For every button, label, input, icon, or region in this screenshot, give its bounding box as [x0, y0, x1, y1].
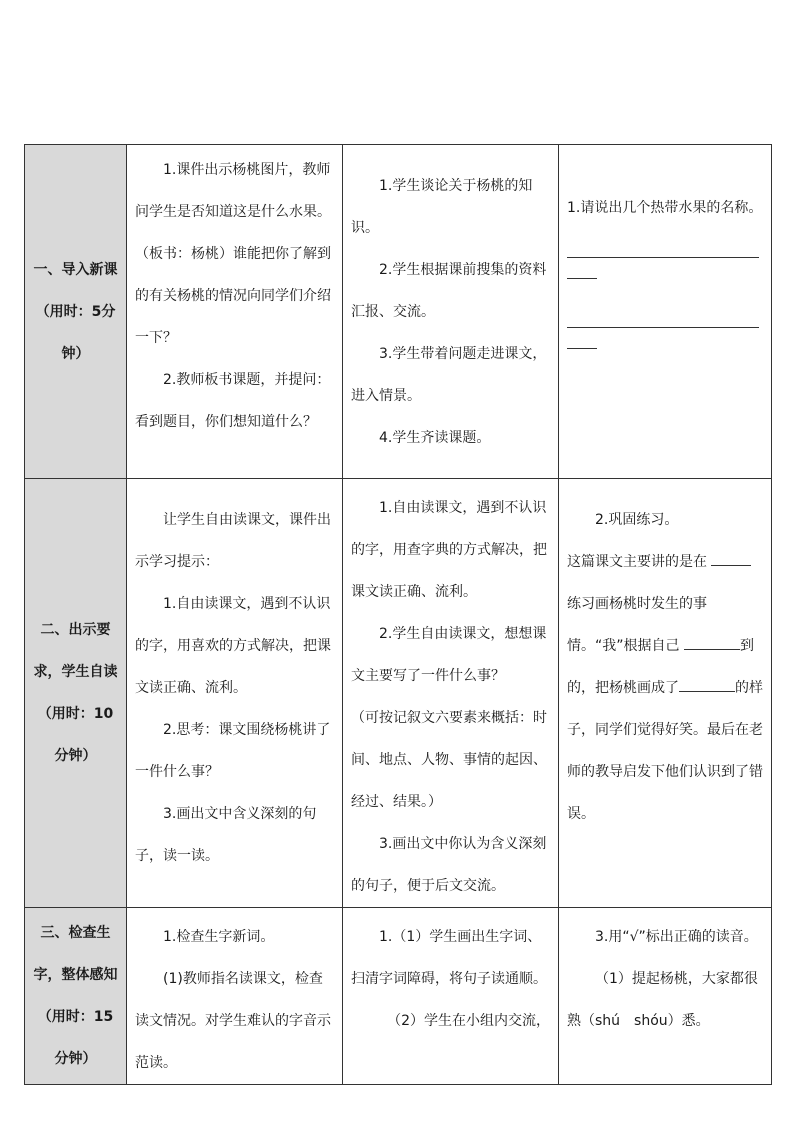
student-step: （2）学生在小组内交流， — [387, 1013, 550, 1029]
fill-in-exercise — [567, 541, 763, 835]
exercise-question: 3.用“√”标出正确的读音。 — [595, 929, 758, 945]
student-step: 1.自由读课文，遇到不认识的字，用查字典的方式解决，把课文读正确、流利。 — [351, 500, 547, 600]
table-row — [25, 479, 772, 908]
fill-blank[interactable] — [679, 675, 735, 692]
student-activity-cell — [343, 479, 559, 908]
stage-label: 一、导入新课（用时：5分钟） — [33, 261, 118, 362]
teacher-step: (1)教师指名读课文，检查读文情况。对学生难认的字音示范读。 — [135, 971, 331, 1071]
exercise-cell — [559, 908, 772, 1085]
teacher-step: 2.教师板书课题，并提问：看到题目，你们想知道什么？ — [135, 372, 331, 430]
student-activity-cell — [343, 908, 559, 1085]
teacher-step: 让学生自由读课文，课件出示学习提示： — [135, 512, 331, 570]
exercise-text: 练习画杨桃时发生的事情。“我”根据自己 — [567, 596, 707, 654]
teacher-step: 1.检查生字新词。 — [163, 929, 275, 945]
answer-line[interactable] — [567, 229, 759, 258]
student-step: 1.学生谈论关于杨桃的知识。 — [351, 178, 533, 236]
answer-line-end — [567, 328, 597, 349]
exercise-text: 这篇课文主要讲的是在 — [567, 554, 707, 570]
student-note: （可按记叙文六要素来概括：时间、地点、人物、事情的起因、经过、结果。） — [351, 710, 547, 810]
student-activity-cell — [343, 145, 559, 479]
teacher-step: 3.画出文中含义深刻的句子，读一读。 — [135, 806, 317, 864]
fill-blank[interactable] — [684, 633, 740, 650]
teacher-activity-cell — [127, 479, 343, 908]
answer-line[interactable] — [567, 299, 759, 328]
student-step: 2.学生自由读课文，想想课文主要写了一件什么事？ — [351, 626, 547, 684]
stage-cell — [25, 479, 127, 908]
exercise-text: 到的，把杨桃画成了 — [567, 638, 754, 696]
table-row — [25, 145, 772, 479]
student-step: 3.画出文中你认为含义深刻的句子，便于后文交流。 — [351, 836, 547, 894]
stage-label: 三、检查生字，整体感知（用时：15分钟） — [33, 925, 118, 1067]
table-row — [25, 908, 772, 1085]
student-step: 3.学生带着问题走进课文，进入情景。 — [351, 346, 547, 404]
student-step: 2.学生根据课前搜集的资料汇报、交流。 — [351, 262, 547, 320]
teacher-step: 1.课件出示杨桃图片，教师问学生是否知道这是什么水果。（板书：杨桃）谁能把你了解到的有关杨桃的情况向同学们介绍一下？ — [135, 162, 331, 346]
student-step: 1.（1）学生画出生字词、扫清字词障碍，将句子读通顺。 — [351, 929, 547, 987]
teacher-step: 2.思考：课文围绕杨桃讲了一件什么事？ — [135, 722, 331, 780]
exercise-item: （1）提起杨桃，大家都很熟（shú shóu）悉。 — [567, 971, 758, 1029]
exercise-title: 2.巩固练习。 — [595, 512, 679, 528]
teacher-activity-cell — [127, 145, 343, 479]
exercise-question: 1.请说出几个热带水果的名称。 — [567, 200, 763, 216]
fill-blank[interactable] — [711, 549, 751, 566]
teacher-activity-cell — [127, 908, 343, 1085]
answer-line-end — [567, 258, 597, 279]
exercise-cell — [559, 145, 772, 479]
lesson-plan-table — [24, 144, 772, 1085]
teacher-step: 1.自由读课文，遇到不认识的字，用喜欢的方式解决，把课文读正确、流利。 — [135, 596, 331, 696]
exercise-cell — [559, 479, 772, 908]
stage-cell — [25, 908, 127, 1085]
exercise-text: 的样子，同学们觉得好笑。最后在老师的教导启发下他们认识到了错误。 — [567, 680, 763, 822]
student-step: 4.学生齐读课题。 — [379, 430, 491, 446]
stage-cell — [25, 145, 127, 479]
stage-label: 二、出示要求，学生自读（用时：10分钟） — [33, 622, 118, 764]
